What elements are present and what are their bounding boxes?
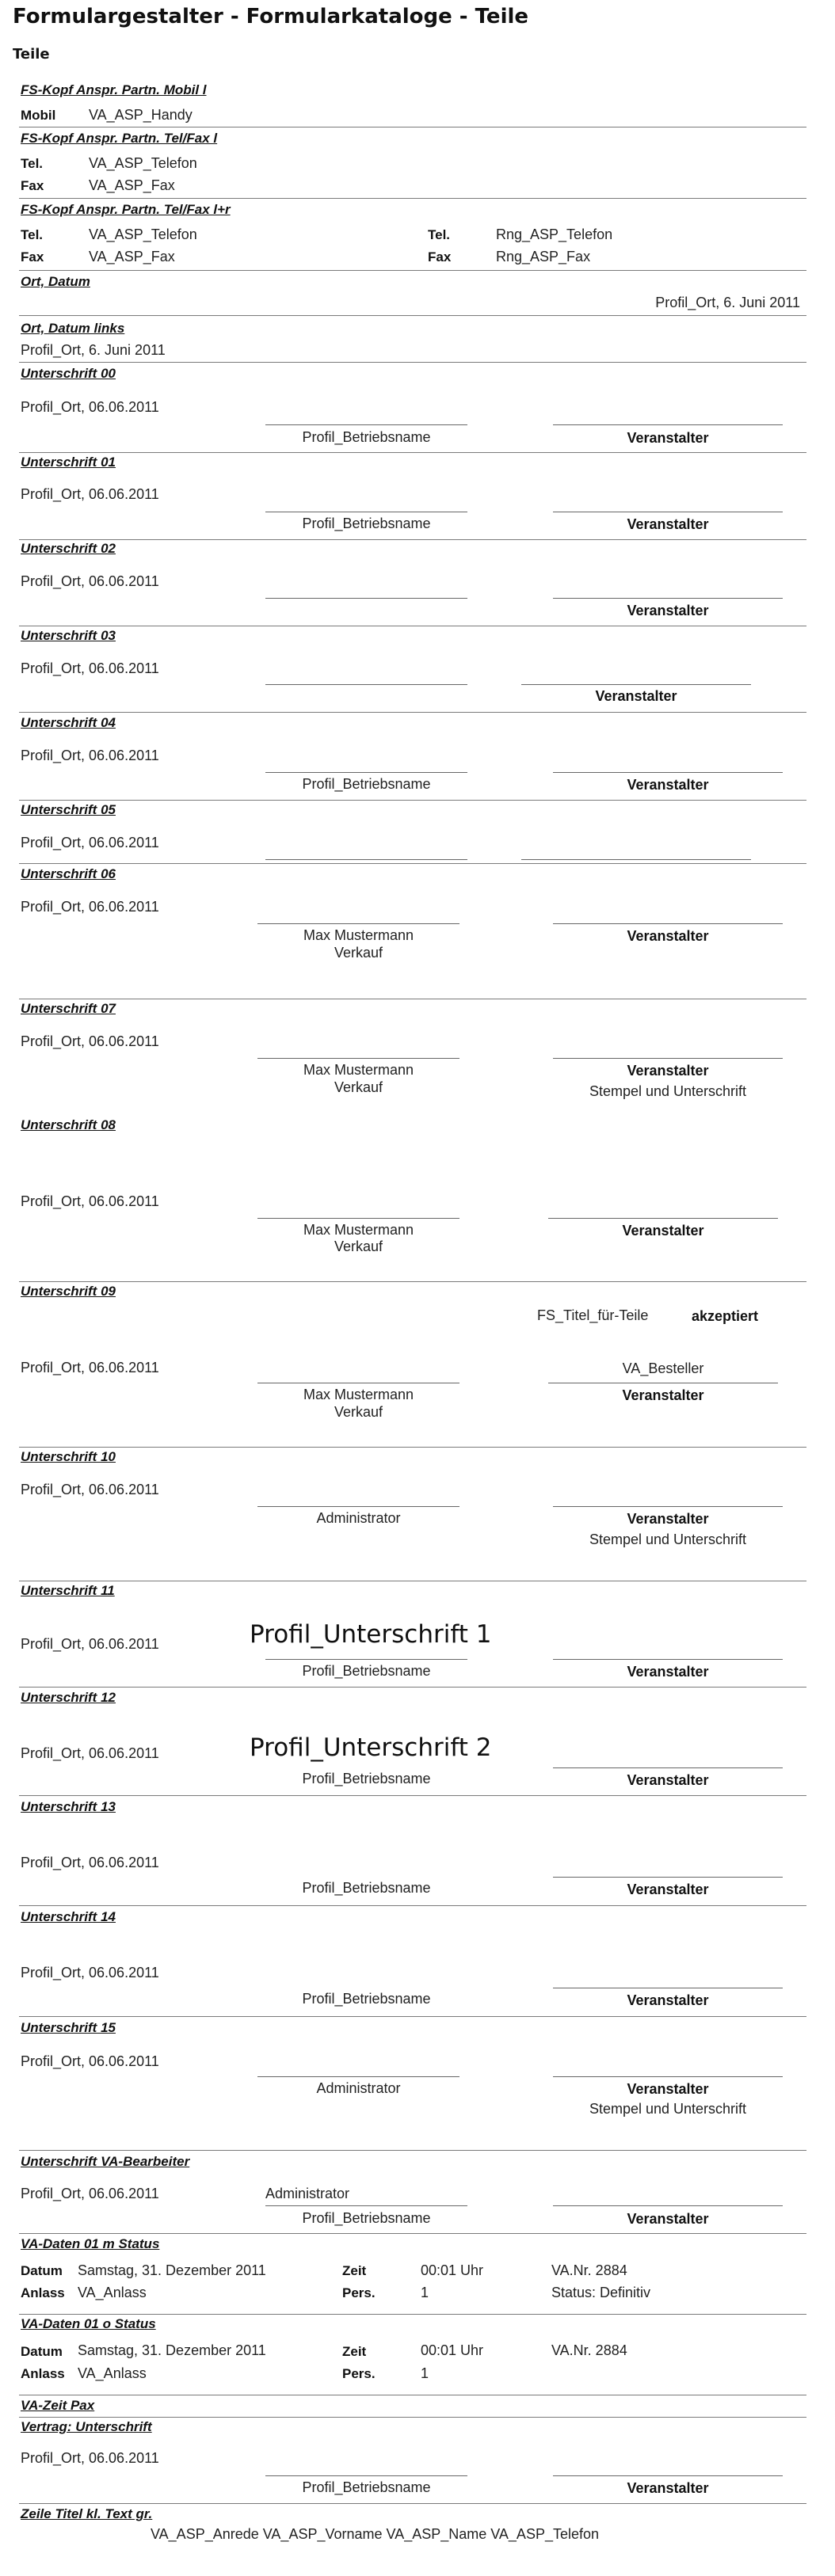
place-date: Profil_Ort, 06.06.2011	[21, 1033, 159, 1049]
place-date: Profil_Ort, 06.06.2011	[21, 2186, 159, 2201]
section-divider	[19, 270, 806, 271]
signatory-label: Veranstalter	[627, 2480, 709, 2496]
signatory-label: Veranstalter	[627, 1664, 709, 1680]
signature-line	[257, 2076, 459, 2077]
section-title: FS-Kopf Anspr. Partn. Tel/Fax l	[21, 131, 218, 146]
signature-line	[521, 684, 751, 685]
section-title: Unterschrift 00	[21, 366, 116, 381]
section-title: Ort, Datum links	[21, 321, 125, 336]
section-title: Ort, Datum	[21, 274, 90, 289]
signature-line	[553, 598, 783, 599]
datum-value: Samstag, 31. Dezember 2011	[78, 2262, 266, 2278]
tel-value: VA_ASP_Telefon	[89, 226, 197, 242]
fax-label: Fax	[21, 178, 44, 193]
pers-label: Pers.	[342, 2366, 376, 2381]
anlass-value: VA_Anlass	[78, 2365, 147, 2381]
profile-signature: Profil_Unterschrift 2	[250, 1733, 492, 1762]
signature-line	[548, 1218, 778, 1219]
va-number: VA.Nr. 2884	[551, 2262, 627, 2278]
place-date: Profil_Ort, 06.06.2011	[21, 1745, 159, 1761]
section-divider	[19, 2417, 806, 2418]
signatory-label: Profil_Betriebsname	[302, 1663, 431, 1679]
page-title: Formulargestalter - Formularkataloge - Teile	[13, 5, 529, 29]
place-date: Profil_Ort, 06.06.2011	[21, 899, 159, 915]
section-title: Unterschrift 05	[21, 802, 116, 817]
profile-signature: Profil_Unterschrift 1	[250, 1620, 492, 1649]
tel-label: Tel.	[21, 227, 44, 242]
section-title: Unterschrift 06	[21, 866, 116, 881]
signatory-label: Veranstalter	[627, 1511, 709, 1527]
signatory-label: Veranstalter	[627, 516, 709, 532]
signatory-label: Profil_Betriebsname	[302, 1991, 431, 2007]
place-date: Profil_Ort, 06.06.2011	[21, 1855, 159, 1870]
signatory-label: Veranstalter	[622, 1223, 704, 1239]
section-title: Unterschrift 02	[21, 541, 116, 556]
signatory-name: Max Mustermann	[303, 1387, 414, 1402]
place-date: Profil_Ort, 06.06.2011	[21, 573, 159, 589]
section-divider	[19, 863, 806, 864]
signatory-name: Max Mustermann	[303, 1222, 414, 1238]
signatory-label: Veranstalter	[627, 2211, 709, 2227]
signature-line	[553, 2205, 783, 2206]
zeit-value: 00:01 Uhr	[421, 2342, 484, 2358]
signature-line	[265, 598, 467, 599]
fax-value: VA_ASP_Fax	[89, 177, 175, 193]
signatory-label: Profil_Betriebsname	[302, 1771, 431, 1786]
signature-line	[553, 1058, 783, 1059]
section-title: Unterschrift 07	[21, 1001, 116, 1016]
status-text: Status: Definitiv	[551, 2285, 651, 2300]
section-divider	[19, 712, 806, 713]
section-title: Unterschrift 10	[21, 1449, 116, 1464]
place-date: Profil_Ort, 06.06.2011	[21, 1193, 159, 1209]
contact-line: VA_ASP_Anrede VA_ASP_Vorname VA_ASP_Name VA_ASP_Telefon	[151, 2526, 600, 2542]
signatory-label: Veranstalter	[627, 1772, 709, 1788]
section-title: Unterschrift 08	[21, 1117, 116, 1132]
section-title: Unterschrift 11	[21, 1583, 115, 1598]
section-title: Unterschrift VA-Bearbeiter	[21, 2154, 190, 2169]
signatory-label: Veranstalter	[627, 603, 709, 618]
fax-right-label: Fax	[428, 249, 452, 264]
accepted-label: akzeptiert	[692, 1308, 759, 1324]
signatory-role: Verkauf	[334, 1239, 383, 1254]
signatory-label: Veranstalter	[595, 688, 677, 704]
stamp-label: Stempel und Unterschrift	[589, 1083, 747, 1099]
section-title: FS-Kopf Anspr. Partn. Mobil l	[21, 82, 207, 97]
section-divider	[19, 539, 806, 540]
signature-line	[257, 1506, 459, 1507]
section-divider	[19, 1281, 806, 1282]
section-divider	[19, 1687, 806, 1688]
section-title: VA-Daten 01 o Status	[21, 2316, 156, 2331]
section-divider	[19, 2314, 806, 2315]
signature-line	[265, 772, 467, 773]
datum-value: Samstag, 31. Dezember 2011	[78, 2342, 266, 2358]
signatory-label: Administrator	[316, 2080, 401, 2096]
section-title: Unterschrift 01	[21, 455, 116, 470]
administrator-label: Administrator	[265, 2186, 350, 2201]
signatory-label: Veranstalter	[627, 1063, 709, 1079]
signature-line	[257, 1058, 459, 1059]
zeit-label: Zeit	[342, 2263, 367, 2278]
signature-line	[265, 2205, 467, 2206]
section-title: Unterschrift 12	[21, 1690, 116, 1705]
section-divider	[19, 198, 806, 199]
fs-title: FS_Titel_für-Teile	[537, 1307, 649, 1323]
place-date: Profil_Ort, 06.06.2011	[21, 835, 159, 850]
signature-line	[553, 923, 783, 924]
place-date: Profil_Ort, 06.06.2011	[21, 1482, 159, 1497]
section-title: Unterschrift 03	[21, 628, 116, 643]
signature-line	[265, 2475, 467, 2476]
place-date: Profil_Ort, 6. Juni 2011	[655, 295, 800, 310]
place-date: Profil_Ort, 6. Juni 2011	[21, 342, 166, 358]
anlass-label: Anlass	[21, 2366, 65, 2381]
place-date: Profil_Ort, 06.06.2011	[21, 2053, 159, 2069]
mobil-value: VA_ASP_Handy	[89, 107, 193, 123]
place-date: Profil_Ort, 06.06.2011	[21, 1360, 159, 1376]
section-title: Unterschrift 04	[21, 715, 116, 730]
section-divider	[19, 2503, 806, 2504]
signatory-name: Max Mustermann	[303, 1062, 414, 1078]
signature-line	[265, 424, 467, 425]
signatory-label: Profil_Betriebsname	[302, 2210, 431, 2226]
section-title: FS-Kopf Anspr. Partn. Tel/Fax l+r	[21, 202, 231, 217]
section-divider	[19, 2233, 806, 2234]
signatory-label: Veranstalter	[627, 1882, 709, 1897]
zeit-value: 00:01 Uhr	[421, 2262, 484, 2278]
signatory-label: Veranstalter	[622, 1387, 704, 1403]
section-divider	[19, 1447, 806, 1448]
section-divider	[19, 362, 806, 363]
tel-right-value: Rng_ASP_Telefon	[496, 226, 613, 242]
signature-line	[265, 684, 467, 685]
pers-label: Pers.	[342, 2285, 376, 2300]
place-date: Profil_Ort, 06.06.2011	[21, 748, 159, 763]
signature-line	[265, 1659, 467, 1660]
signature-line	[257, 1218, 459, 1219]
section-divider	[19, 1795, 806, 1796]
signatory-name: Max Mustermann	[303, 927, 414, 943]
section-divider	[19, 2016, 806, 2017]
datum-label: Datum	[21, 2263, 63, 2278]
signature-line	[553, 1877, 783, 1878]
signature-line	[553, 772, 783, 773]
zeit-label: Zeit	[342, 2344, 367, 2359]
signatory-role: Verkauf	[334, 1079, 383, 1095]
place-date: Profil_Ort, 06.06.2011	[21, 1636, 159, 1652]
signatory-label: Veranstalter	[627, 2081, 709, 2097]
signatory-label: Veranstalter	[627, 430, 709, 446]
signatory-label: Profil_Betriebsname	[302, 2479, 431, 2495]
section-title: Vertrag: Unterschrift	[21, 2419, 152, 2434]
signature-line	[257, 923, 459, 924]
section-title: Zeile Titel kl. Text gr.	[21, 2506, 153, 2521]
mobil-label: Mobil	[21, 108, 56, 123]
pers-value: 1	[421, 2285, 429, 2300]
tel-value: VA_ASP_Telefon	[89, 155, 197, 171]
va-number: VA.Nr. 2884	[551, 2342, 627, 2358]
stamp-label: Stempel und Unterschrift	[589, 1532, 747, 1547]
signature-line	[553, 1767, 783, 1768]
place-date: Profil_Ort, 06.06.2011	[21, 486, 159, 502]
anlass-value: VA_Anlass	[78, 2285, 147, 2300]
pers-value: 1	[421, 2365, 429, 2381]
signature-line	[521, 859, 751, 860]
section-title: Unterschrift 09	[21, 1284, 116, 1299]
signatory-label: Profil_Betriebsname	[302, 429, 431, 445]
section-divider	[19, 452, 806, 453]
fax-label: Fax	[21, 249, 44, 264]
section-divider	[19, 315, 806, 316]
section-divider	[19, 800, 806, 801]
tel-label: Tel.	[21, 156, 44, 171]
signature-line	[265, 859, 467, 860]
section-title: VA-Daten 01 m Status	[21, 2236, 160, 2251]
besteller: VA_Besteller	[622, 1360, 704, 1376]
section-title: Unterschrift 14	[21, 1909, 116, 1924]
signature-line	[553, 1506, 783, 1507]
signatory-label: Profil_Betriebsname	[302, 776, 431, 792]
signature-line	[553, 2076, 783, 2077]
anlass-label: Anlass	[21, 2285, 65, 2300]
tel-right-label: Tel.	[428, 227, 451, 242]
section-divider	[19, 1905, 806, 1906]
signatory-role: Verkauf	[334, 945, 383, 961]
signatory-label: Administrator	[316, 1510, 401, 1526]
stamp-label: Stempel und Unterschrift	[589, 2101, 747, 2117]
page-subtitle: Teile	[13, 46, 50, 63]
signature-line	[553, 1659, 783, 1660]
fax-right-value: Rng_ASP_Fax	[496, 249, 591, 264]
section-divider	[19, 2150, 806, 2151]
place-date: Profil_Ort, 06.06.2011	[21, 660, 159, 676]
signatory-label: Veranstalter	[627, 1992, 709, 2008]
signatory-role: Verkauf	[334, 1404, 383, 1420]
signatory-label: Profil_Betriebsname	[302, 516, 431, 531]
signatory-label: Veranstalter	[627, 928, 709, 944]
section-title: VA-Zeit Pax	[21, 2398, 95, 2413]
datum-label: Datum	[21, 2344, 63, 2359]
section-title: Unterschrift 15	[21, 2020, 116, 2035]
signatory-label: Profil_Betriebsname	[302, 1880, 431, 1896]
place-date: Profil_Ort, 06.06.2011	[21, 399, 159, 415]
section-title: Unterschrift 13	[21, 1799, 116, 1814]
fax-value: VA_ASP_Fax	[89, 249, 175, 264]
signatory-label: Veranstalter	[627, 777, 709, 793]
signature-line	[553, 2475, 783, 2476]
signature-line	[553, 424, 783, 425]
place-date: Profil_Ort, 06.06.2011	[21, 2450, 159, 2466]
place-date: Profil_Ort, 06.06.2011	[21, 1965, 159, 1981]
